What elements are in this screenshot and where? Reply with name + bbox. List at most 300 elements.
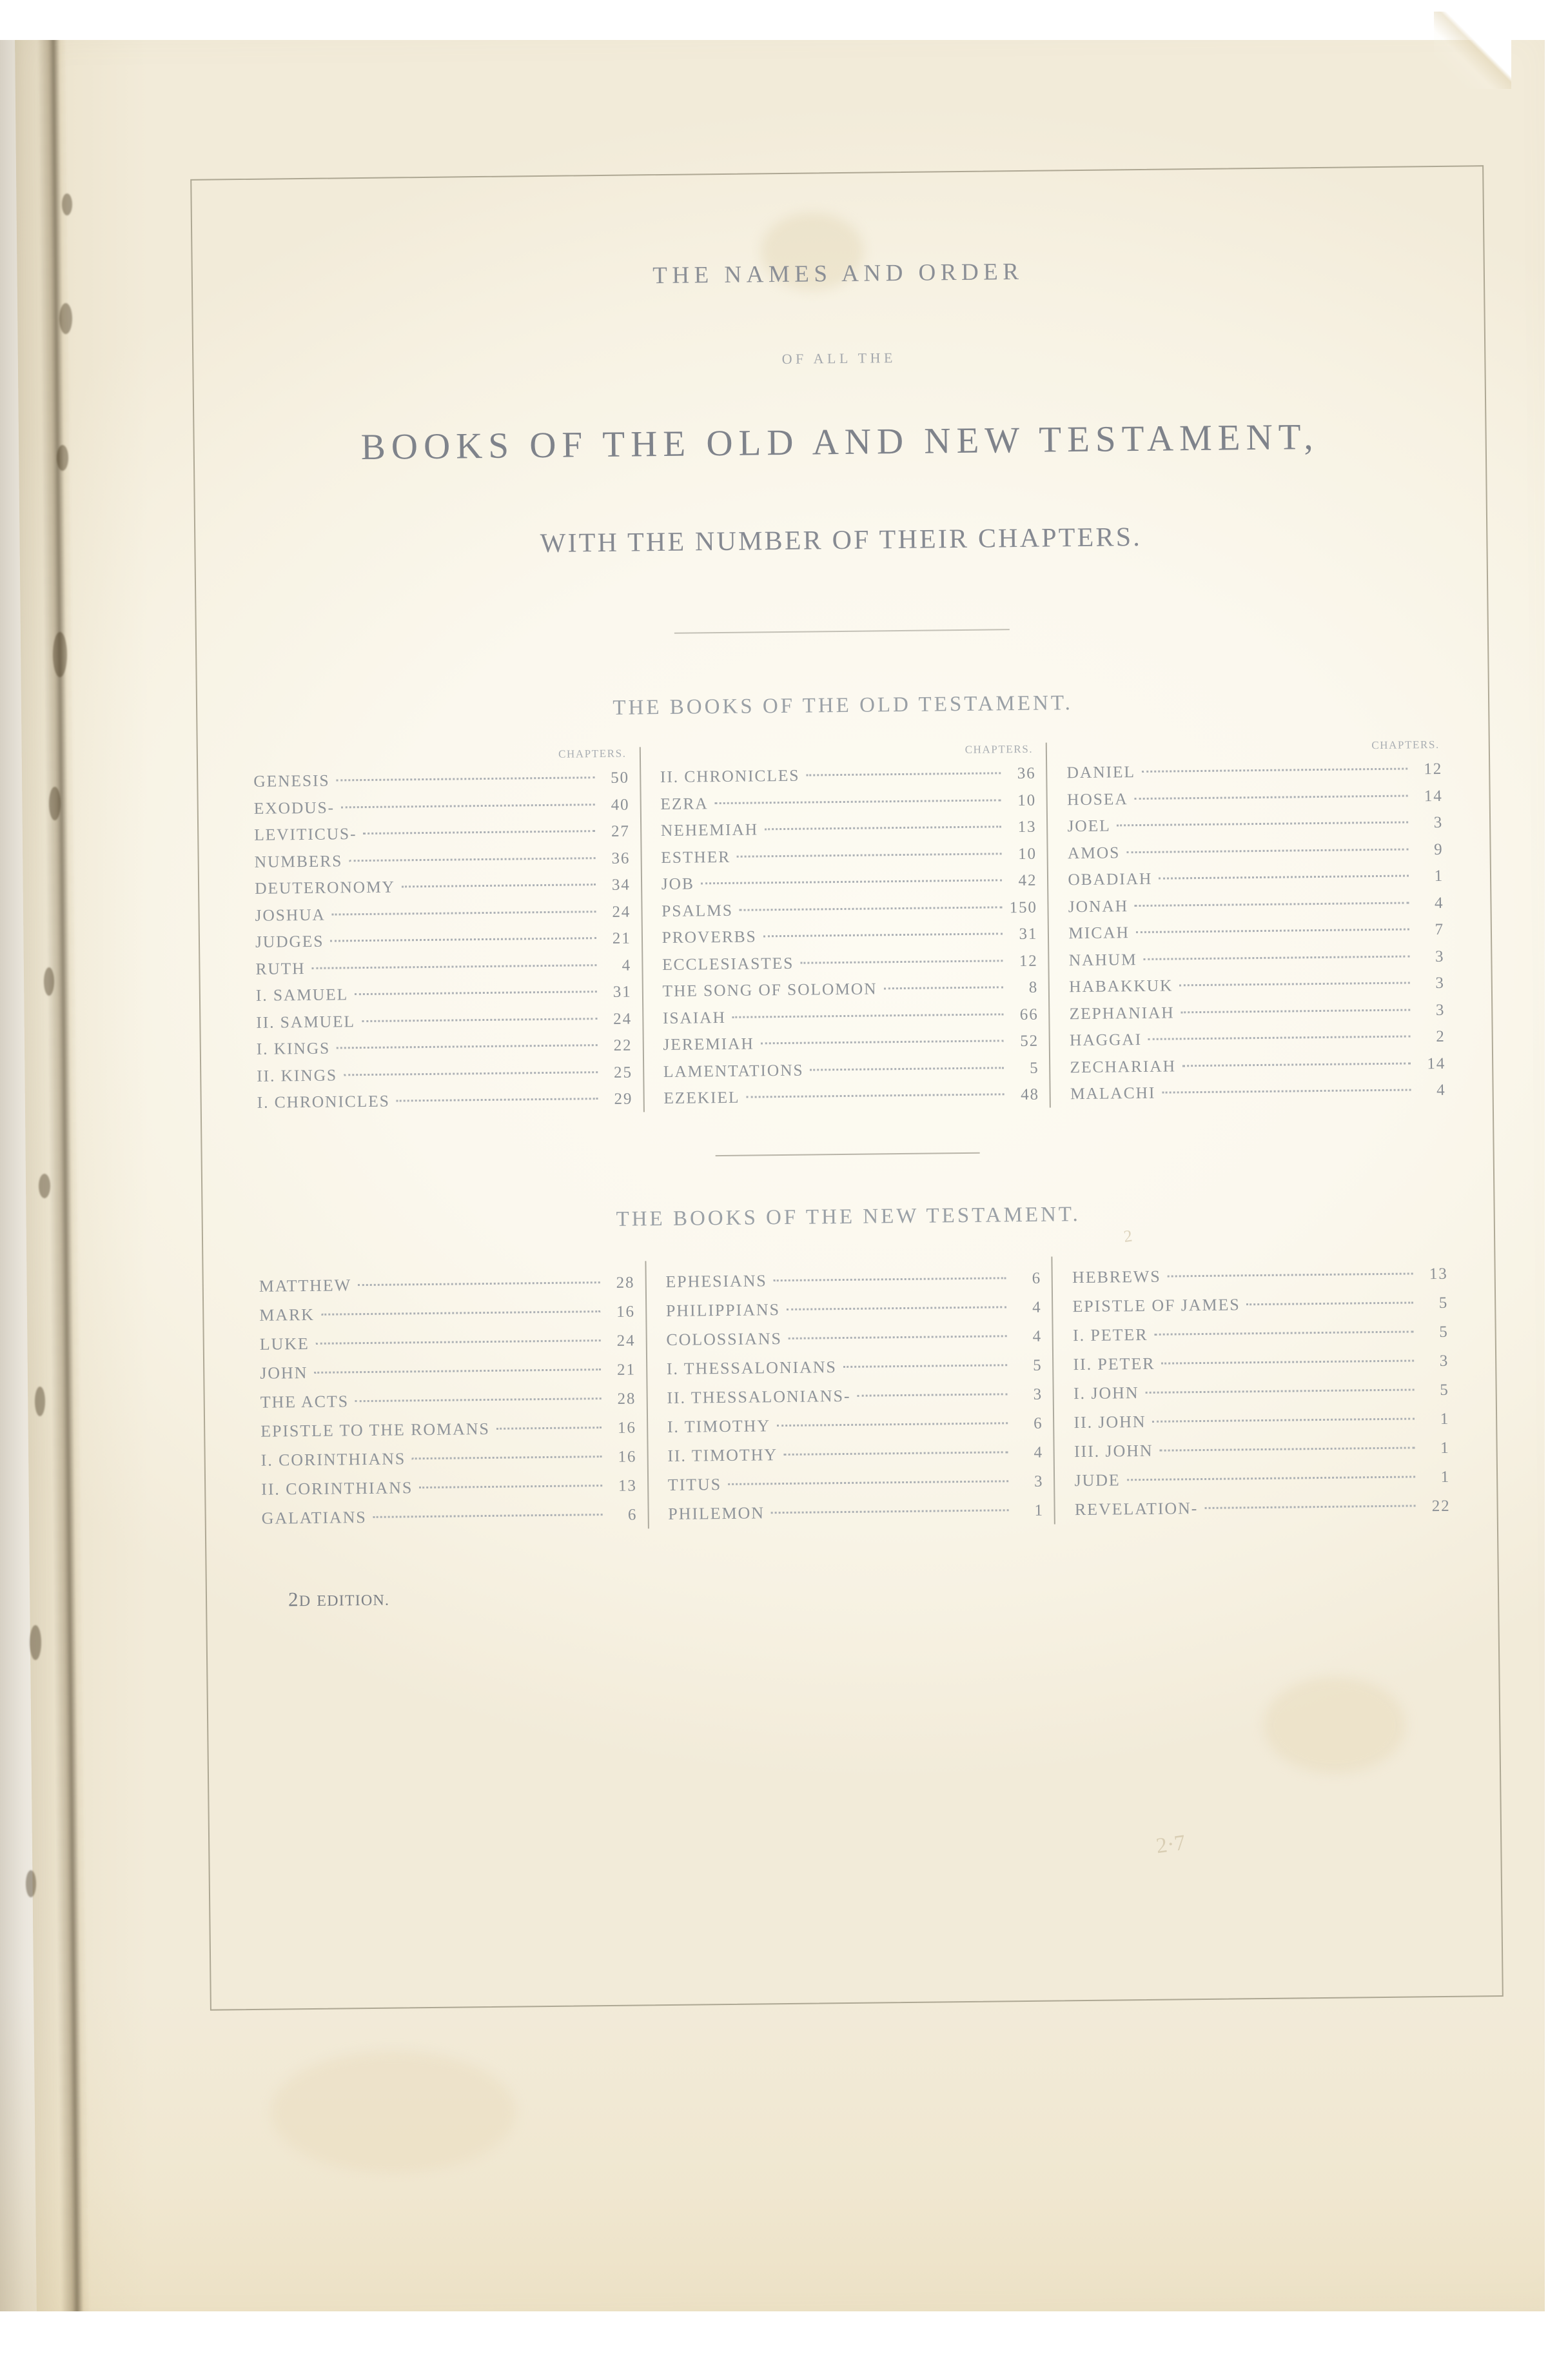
book-row (1070, 1076, 1446, 1107)
book-column-inner (1051, 738, 1453, 1107)
book-column-inner (644, 743, 1046, 1112)
chapter-count: 10 (1017, 845, 1037, 863)
chapter-count: 36 (1017, 764, 1036, 783)
dot-leader (1144, 954, 1410, 960)
book-name: II. JOHN (1073, 1412, 1146, 1432)
book-row (668, 1466, 1044, 1499)
dot-leader (363, 829, 594, 835)
chapter-count: 1 (1440, 1439, 1450, 1457)
book-column (234, 747, 643, 1116)
book-row (255, 898, 631, 929)
book-name: PSALMS (662, 900, 733, 920)
book-row (660, 786, 1036, 817)
book-row (1073, 1403, 1449, 1436)
chapter-count: 24 (616, 1332, 636, 1350)
edition-note (288, 1575, 1499, 1611)
chapters-column-header: CHAPTERS. (558, 747, 627, 760)
dot-leader (314, 1368, 601, 1374)
book-name: EPHESIANS (665, 1270, 767, 1291)
chapter-count: 4 (1436, 1081, 1446, 1100)
book-name: NEHEMIAH (660, 820, 759, 840)
dot-leader (321, 1310, 600, 1316)
book-row (255, 871, 631, 902)
book-column (1046, 738, 1456, 1107)
book-column-inner (238, 747, 640, 1116)
book-name: EPISTLE OF JAMES (1072, 1294, 1240, 1316)
dot-leader (336, 776, 594, 781)
chapter-count: 13 (618, 1476, 637, 1495)
book-row (1070, 1023, 1446, 1054)
book-row (667, 1379, 1043, 1412)
book-row (260, 1354, 636, 1387)
book-name: JOHN (260, 1363, 308, 1383)
book-row (260, 1441, 636, 1474)
book-row (1067, 809, 1443, 840)
dot-leader (800, 959, 1003, 963)
title-block (191, 253, 1489, 639)
dot-leader (777, 1421, 1008, 1427)
chapter-count: 3 (1033, 1385, 1043, 1403)
book-row (667, 1408, 1043, 1441)
dot-leader (843, 1363, 1008, 1368)
dot-leader (373, 1513, 603, 1518)
edition-numeral: 2 (288, 1587, 299, 1610)
book-name: THE SONG OF SOLOMON (662, 979, 877, 1001)
book-row (256, 978, 632, 1009)
dot-leader (1152, 1417, 1415, 1422)
chapter-count: 1 (1440, 1468, 1451, 1486)
chapter-count: 1 (1440, 1410, 1450, 1428)
page-content (190, 165, 1504, 2011)
old-testament-table-wrap (197, 738, 1494, 1116)
dot-leader (732, 1013, 1004, 1018)
chapter-count: 13 (1017, 818, 1037, 836)
dot-leader (1154, 1330, 1413, 1335)
book-name: HAGGAI (1069, 1029, 1142, 1050)
book-name: I. JOHN (1073, 1383, 1139, 1403)
dot-leader (728, 1479, 1009, 1485)
book-name: DANIEL (1066, 762, 1136, 782)
title-line-books-of-testaments: BOOKS OF THE OLD AND NEW TESTAMENT, (360, 416, 1319, 468)
chapter-count: 25 (613, 1063, 633, 1082)
book-name: GALATIANS (261, 1507, 367, 1528)
book-column (1052, 1252, 1461, 1524)
chapter-count: 8 (1028, 978, 1039, 996)
book-row (1066, 755, 1442, 786)
chapter-count: 6 (1033, 1414, 1043, 1432)
book-name: I. KINGS (256, 1038, 331, 1058)
dot-leader (1135, 901, 1409, 907)
title-line-of-all-the: OF ALL THE (781, 350, 897, 367)
book-name: EXODUS- (253, 798, 335, 818)
dot-leader (349, 856, 595, 862)
chapter-count: 4 (622, 956, 632, 974)
dot-leader (332, 910, 596, 915)
book-name: MARK (259, 1305, 315, 1325)
book-column-inner (243, 1261, 643, 1533)
book-name: I. PETER (1072, 1325, 1148, 1345)
book-name: JONAH (1068, 896, 1129, 916)
dot-leader (774, 1276, 1006, 1281)
dot-leader (746, 1092, 1004, 1098)
dot-leader (412, 1455, 602, 1459)
new-testament-section (202, 1198, 1495, 1236)
chapter-count: 3 (1435, 947, 1445, 965)
chapter-count: 48 (1021, 1085, 1040, 1104)
book-row (1069, 942, 1445, 973)
section-divider-rule (716, 1152, 980, 1156)
dot-leader (1168, 1272, 1413, 1277)
chapter-count: 5 (1032, 1356, 1043, 1374)
book-row (257, 1085, 632, 1116)
chapter-count: 9 (1434, 840, 1444, 858)
pencil-scribble-mark: 2 (1122, 1226, 1133, 1246)
book-row (668, 1495, 1044, 1528)
section-divider-wrap (201, 1147, 1494, 1162)
chapter-count: 31 (1019, 925, 1038, 943)
chapter-count: 34 (611, 876, 631, 894)
book-name: PROVERBS (662, 927, 757, 947)
book-row (1068, 835, 1444, 866)
chapter-count: 12 (1424, 760, 1443, 778)
book-name: II. TIMOTHY (667, 1445, 778, 1465)
book-name: TITUS (667, 1474, 722, 1494)
dot-leader (761, 1039, 1004, 1044)
book-name: OBADIAH (1068, 869, 1153, 889)
chapter-count: 22 (613, 1036, 632, 1054)
book-row (662, 893, 1037, 924)
book-name: II. KINGS (257, 1065, 338, 1085)
book-name: LAMENTATIONS (663, 1060, 804, 1081)
book-row (666, 1321, 1042, 1354)
book-name: NAHUM (1068, 949, 1137, 969)
chapter-count: 3 (1439, 1352, 1449, 1370)
book-row (254, 818, 630, 849)
book-name: NUMBERS (254, 851, 343, 871)
title-line-names-and-order: THE NAMES AND ORDER (652, 258, 1024, 290)
dot-leader (787, 1305, 1007, 1310)
book-name: ISAIAH (662, 1007, 726, 1027)
book-row (256, 1005, 632, 1036)
book-column-inner (650, 1256, 1050, 1528)
dot-leader (355, 1397, 601, 1402)
chapter-count: 24 (613, 1010, 632, 1028)
book-row (667, 1437, 1043, 1470)
chapter-count: 28 (616, 1274, 635, 1292)
book-row (1074, 1432, 1450, 1465)
new-testament-table-wrap (202, 1252, 1498, 1534)
dot-leader (1247, 1301, 1414, 1305)
chapter-count: 5 (1439, 1323, 1449, 1341)
book-name: JOEL (1067, 816, 1111, 836)
book-name: RUTH (255, 958, 306, 978)
chapter-count: 5 (1440, 1381, 1449, 1399)
new-testament-heading: THE BOOKS OF THE NEW TESTAMENT. (616, 1202, 1081, 1231)
chapter-count: 29 (614, 1090, 633, 1108)
dot-leader (765, 825, 1002, 830)
old-testament-heading: THE BOOKS OF THE OLD TESTAMENT. (612, 691, 1073, 720)
book-row (1069, 996, 1445, 1027)
book-row (666, 1292, 1042, 1325)
book-name: JOB (661, 874, 694, 894)
book-name: HOSEA (1066, 789, 1128, 809)
book-name: LEVITICUS- (254, 824, 357, 844)
dot-leader (701, 878, 1003, 884)
book-name: COLOSSIANS (666, 1329, 782, 1349)
dot-leader (1159, 1446, 1415, 1451)
edition-word: EDITION. (317, 1592, 390, 1610)
book-row (253, 764, 629, 795)
book-column-inner (1057, 1252, 1457, 1524)
book-row (661, 813, 1037, 844)
book-row (663, 1000, 1039, 1031)
book-name: REVELATION- (1074, 1498, 1199, 1519)
book-name: JEREMIAH (663, 1034, 754, 1054)
chapter-count: 27 (611, 822, 631, 840)
chapter-count: 14 (1424, 787, 1443, 805)
book-row (662, 920, 1037, 951)
book-row (662, 867, 1037, 898)
dot-leader (358, 1281, 600, 1286)
chapter-count: 4 (1434, 894, 1444, 912)
dot-leader (771, 1508, 1009, 1514)
dot-leader (1145, 1388, 1414, 1394)
dot-leader (341, 803, 594, 808)
chapter-count: 12 (1019, 952, 1038, 970)
dot-leader (1182, 1062, 1411, 1067)
book-column (639, 743, 1050, 1112)
book-name: ZEPHANIAH (1069, 1002, 1175, 1023)
edition-suffix: D (299, 1592, 311, 1610)
dot-leader (397, 1097, 598, 1101)
book-row (663, 1027, 1039, 1058)
book-row (257, 1058, 632, 1089)
book-column (239, 1261, 647, 1533)
chapter-count: 21 (612, 929, 631, 947)
dot-leader (1159, 874, 1409, 879)
chapter-count: 1 (1434, 867, 1444, 885)
book-name: EZEKIEL (663, 1087, 740, 1108)
book-name: ESTHER (661, 847, 731, 867)
book-row (662, 974, 1038, 1005)
book-row (663, 1054, 1039, 1085)
chapter-count: 21 (616, 1361, 636, 1379)
book-row (254, 844, 630, 875)
chapter-count: 3 (1433, 813, 1444, 832)
book-row (255, 951, 631, 982)
book-row (665, 1263, 1041, 1296)
book-name: II. THESSALONIANS- (667, 1386, 851, 1407)
chapter-count: 16 (617, 1419, 637, 1437)
book-name: THE ACTS (260, 1391, 349, 1412)
chapter-count: 52 (1020, 1032, 1039, 1051)
chapter-count: 3 (1435, 1001, 1446, 1019)
chapter-count: 16 (618, 1448, 637, 1466)
chapter-count: 5 (1029, 1059, 1039, 1077)
old-testament-section (196, 687, 1489, 725)
dot-leader (311, 963, 596, 969)
dot-leader (1161, 1359, 1414, 1364)
dot-leader (1136, 927, 1409, 933)
dot-leader (402, 883, 596, 887)
book-name: I. TIMOTHY (667, 1416, 771, 1436)
chapter-count: 6 (1032, 1269, 1042, 1287)
book-name: EZRA (660, 793, 709, 813)
book-row (1067, 782, 1443, 813)
dot-leader (1148, 1034, 1411, 1040)
dot-leader (355, 990, 597, 995)
book-name: III. JOHN (1073, 1441, 1153, 1461)
dot-leader (806, 771, 1001, 776)
book-name: DEUTERONOMY (254, 877, 396, 898)
book-name: MATTHEW (259, 1275, 352, 1296)
book-name: ECCLESIASTES (662, 953, 794, 974)
dot-leader (1117, 820, 1409, 826)
dot-leader (330, 936, 596, 942)
book-name: II. CORINTHIANS (261, 1477, 413, 1499)
chapter-count: 50 (611, 769, 630, 787)
dot-leader (1126, 847, 1408, 853)
book-row (255, 925, 631, 956)
chapter-count: 4 (1032, 1298, 1042, 1316)
dot-leader (737, 852, 1002, 857)
chapter-count: 3 (1034, 1472, 1044, 1490)
book-row (662, 947, 1038, 978)
book-row (1068, 889, 1444, 920)
dot-leader (1181, 1008, 1411, 1013)
dot-leader (344, 1071, 598, 1076)
book-row (259, 1296, 635, 1329)
book-row (1069, 969, 1445, 1000)
book-row (254, 791, 630, 822)
chapter-count: 66 (1019, 1005, 1039, 1023)
book-row (1068, 916, 1444, 947)
book-name: PHILEMON (668, 1503, 765, 1523)
book-row (1070, 1049, 1446, 1080)
chapter-count: 31 (612, 983, 632, 1001)
book-name: PHILIPPIANS (665, 1299, 780, 1320)
dot-leader (1135, 794, 1408, 800)
book-row (260, 1383, 636, 1416)
book-row (1074, 1461, 1450, 1494)
dot-leader (316, 1339, 601, 1345)
book-name: I. SAMUEL (255, 985, 349, 1005)
chapter-count: 150 (1009, 898, 1037, 916)
book-row (257, 1032, 632, 1063)
book-column (645, 1256, 1054, 1528)
dot-leader (789, 1334, 1007, 1339)
dot-leader (857, 1392, 1008, 1397)
dot-leader (1204, 1504, 1415, 1509)
book-name: MICAH (1068, 923, 1130, 943)
book-name: GENESIS (253, 771, 330, 791)
chapter-count: 36 (611, 849, 631, 867)
book-name: JUDE (1074, 1470, 1121, 1490)
chapter-count: 6 (627, 1505, 638, 1524)
pencil-scribble-mark: 2·7 (1154, 1830, 1187, 1859)
chapter-count: 14 (1427, 1054, 1446, 1072)
book-name: ZECHARIAH (1070, 1056, 1177, 1076)
dot-leader (784, 1450, 1008, 1456)
book-row (260, 1412, 636, 1445)
book-name: II. CHRONICLES (660, 766, 800, 787)
chapter-count: 4 (1034, 1443, 1044, 1461)
book-name: LUKE (259, 1334, 309, 1354)
dot-leader (1162, 1088, 1411, 1093)
chapter-count: 1 (1034, 1501, 1044, 1519)
book-name: EPISTLE TO THE ROMANS (260, 1419, 490, 1441)
book-name: HEBREWS (1072, 1267, 1161, 1287)
dot-leader (337, 1043, 597, 1049)
dot-leader (883, 985, 1003, 989)
dot-leader (496, 1426, 602, 1430)
book-row (663, 1081, 1039, 1112)
chapter-count: 40 (611, 796, 630, 814)
book-name: I. THESSALONIANS (666, 1357, 837, 1378)
dot-leader (763, 932, 1003, 937)
book-name: II. SAMUEL (256, 1011, 356, 1032)
dot-leader (419, 1484, 602, 1488)
dot-leader (740, 905, 1003, 911)
book-row (260, 1325, 636, 1358)
dot-leader (810, 1066, 1004, 1071)
book-row (660, 760, 1036, 791)
chapters-column-header: CHAPTERS. (965, 742, 1034, 756)
book-name: AMOS (1067, 842, 1121, 862)
dot-leader (1127, 1475, 1416, 1481)
book-name: MALACHI (1070, 1083, 1156, 1103)
dot-leader (1142, 767, 1407, 772)
new-testament-table (239, 1252, 1460, 1532)
old-testament-table (234, 738, 1456, 1116)
book-row (1073, 1374, 1449, 1407)
book-row (261, 1499, 637, 1532)
dot-leader (1179, 981, 1410, 986)
chapter-count: 4 (1032, 1327, 1043, 1345)
book-row (667, 1350, 1043, 1383)
book-name: I. CORINTHIANS (260, 1448, 406, 1470)
book-row (1072, 1258, 1448, 1291)
chapter-count: 13 (1429, 1265, 1448, 1283)
chapter-count: 2 (1436, 1027, 1446, 1046)
book-name: II. PETER (1073, 1354, 1155, 1374)
book-row (1075, 1490, 1451, 1523)
dot-leader (715, 798, 1002, 804)
book-row (1073, 1316, 1449, 1349)
book-name: JUDGES (255, 931, 324, 951)
chapter-count: 22 (1431, 1497, 1451, 1515)
chapter-count: 42 (1018, 871, 1037, 890)
chapter-count: 5 (1438, 1294, 1449, 1312)
chapter-count: 3 (1435, 974, 1445, 993)
chapter-count: 28 (617, 1390, 636, 1408)
chapter-count: 16 (616, 1303, 636, 1321)
book-row (1072, 1287, 1448, 1320)
book-row (259, 1267, 635, 1300)
title-divider-rule (674, 629, 1010, 634)
book-name: JOSHUA (255, 905, 326, 925)
chapters-column-header: CHAPTERS. (1371, 738, 1440, 752)
chapter-count: 10 (1017, 791, 1037, 809)
book-row (1073, 1345, 1449, 1378)
book-row (661, 840, 1037, 871)
chapter-count: 24 (612, 903, 631, 921)
book-name: I. CHRONICLES (257, 1091, 390, 1112)
book-name: HABAKKUK (1069, 976, 1173, 996)
title-line-number-of-chapters: WITH THE NUMBER OF THEIR CHAPTERS. (540, 522, 1142, 559)
book-row (1068, 862, 1444, 893)
book-row (261, 1470, 637, 1503)
